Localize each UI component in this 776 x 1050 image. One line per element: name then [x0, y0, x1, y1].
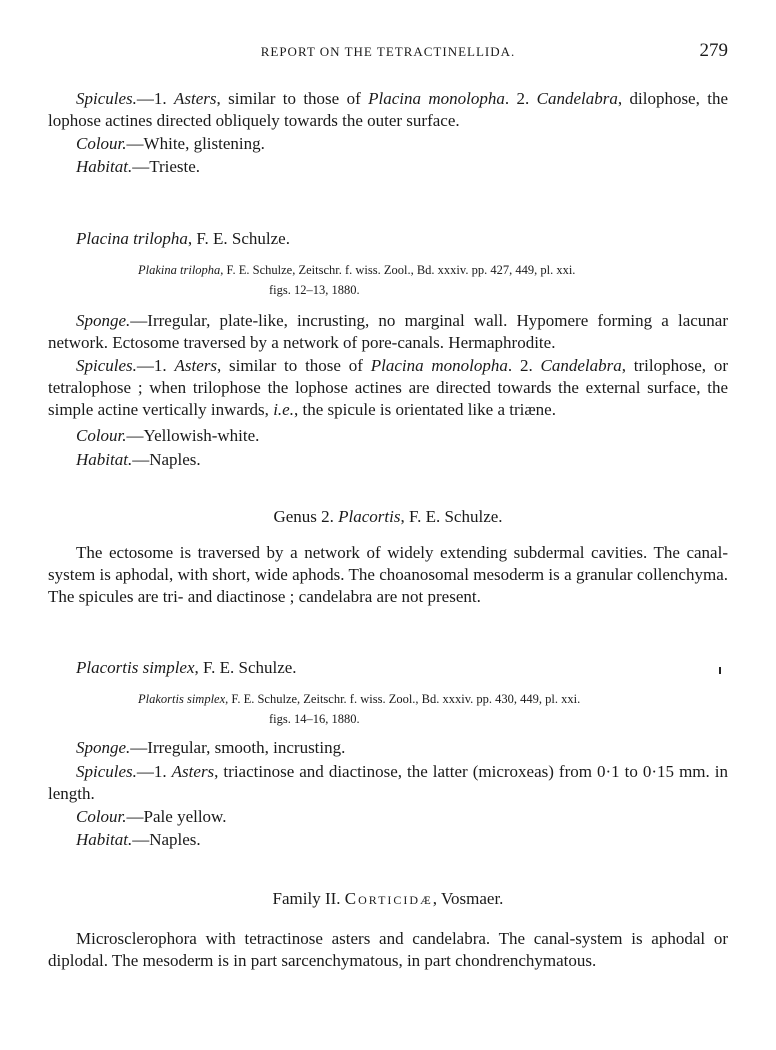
running-title: REPORT ON THE TETRACTINELLIDA.: [260, 44, 516, 59]
family-description: Microsclerophora with tetractinose asters and candelabra. The canal-system is aphodal or diplodal. The mesoderm is in part sarcenchymatous, in part chondrenchymatous.: [48, 929, 728, 970]
genus-prefix: Genus 2.: [273, 507, 339, 526]
term-candelabra: Candelabra: [540, 356, 622, 375]
abbrev-ie: i.e.: [273, 400, 294, 419]
spicules-paragraph-1: [48, 88, 728, 132]
species-heading-simplex: [48, 657, 728, 679]
genus-author: , F. E. Schulze.: [400, 507, 503, 526]
sponge-text: —Irregular, smooth, incrusting.: [130, 738, 346, 757]
stray-mark: [719, 667, 721, 674]
colour-label: Colour.: [76, 134, 127, 153]
text-run: —1.: [136, 356, 175, 375]
sponge-paragraph-trilopha: [48, 310, 728, 354]
reference-species-name: Plakina trilopha: [138, 263, 221, 277]
species-ref: Placina monolopha: [370, 356, 508, 375]
term-candelabra: Candelabra: [536, 89, 618, 108]
text-run: —1.: [136, 762, 172, 781]
species-heading-trilopha: [48, 228, 728, 250]
reference-trilopha: [138, 260, 728, 300]
reference-simplex: [138, 689, 728, 729]
text-run: , similar to those of: [216, 89, 369, 108]
reference-text: , F. E. Schulze, Zeitschr. f. wiss. Zool., Bd. xxxiv. pp. 430, 449, pl. xxi.: [225, 692, 581, 706]
text-run: , the spicule is orientated like a triæne.: [293, 400, 556, 419]
habitat-line-1: [48, 156, 728, 178]
spicules-paragraph-trilopha: [48, 355, 728, 421]
family-name: Corticidæ: [344, 889, 433, 908]
species-author: , F. E. Schulze.: [194, 658, 297, 677]
reference-line: [138, 689, 728, 709]
text-run: , trilophose, or tetralophose ; when trilophose the lophose actines are directed towards the external surface, the simple actine vertically inwards,: [48, 356, 729, 419]
colour-label: Colour.: [76, 807, 127, 826]
habitat-label: Habitat.: [76, 830, 133, 849]
habitat-value: —Naples.: [132, 450, 201, 469]
spicules-label: Spicules.: [76, 89, 137, 108]
colour-value: —Yellowish-white.: [126, 426, 260, 445]
colour-value: —Pale yellow.: [126, 807, 227, 826]
colour-line-simplex: [48, 806, 728, 828]
term-asters: Asters: [174, 89, 217, 108]
habitat-label: Habitat.: [76, 157, 133, 176]
species-name: Placortis simplex: [76, 658, 195, 677]
colour-line-trilopha: [48, 425, 728, 447]
colour-label: Colour.: [76, 426, 127, 445]
spicules-label: Spicules.: [76, 356, 137, 375]
species-author: , F. E. Schulze.: [187, 229, 290, 248]
reference-figs: figs. 12–13, 1880.: [269, 283, 360, 297]
genus-name: Placortis: [338, 507, 401, 526]
reference-line: [138, 260, 728, 280]
species-name: Placina trilopha: [76, 229, 188, 248]
habitat-value: —Naples.: [132, 830, 201, 849]
species-ref: Placina monolopha: [368, 89, 505, 108]
page-number: 279: [699, 40, 728, 61]
habitat-line-trilopha: [48, 449, 728, 471]
habitat-value: —Trieste.: [132, 157, 201, 176]
colour-line-1: [48, 133, 728, 155]
sponge-text: —Irregular, plate-like, incrusting, no marginal wall. Hypomere forming a lacunar network. Ectosome traversed by a network of pore-canals. Hermaphrodite.: [48, 311, 728, 352]
habitat-line-simplex: [48, 829, 728, 851]
text-run: , dilophose, the lophose actines directed obliquely towards the outer surface.: [48, 89, 728, 130]
colour-value: —White, glistening.: [126, 134, 265, 153]
text-run: , similar to those of: [216, 356, 371, 375]
family-heading: [0, 889, 776, 909]
term-asters: Asters: [174, 356, 217, 375]
text-run: , triactinose and diactinose, the latter (microxeas) from 0·1 to 0·15 mm. in length.: [48, 762, 728, 803]
family-author: , Vosmaer.: [432, 889, 504, 908]
text-run: —1.: [136, 89, 175, 108]
reference-text: , F. E. Schulze, Zeitschr. f. wiss. Zool., Bd. xxxiv. pp. 427, 449, pl. xxi.: [220, 263, 576, 277]
habitat-label: Habitat.: [76, 450, 133, 469]
text-run: . 2.: [507, 356, 541, 375]
family-prefix: Family II.: [272, 889, 345, 908]
spicules-label: Spicules.: [76, 762, 137, 781]
sponge-label: Sponge.: [76, 311, 131, 330]
spicules-paragraph-simplex: [48, 761, 728, 805]
reference-figs: figs. 14–16, 1880.: [269, 712, 360, 726]
genus-heading: [0, 507, 776, 527]
sponge-label: Sponge.: [76, 738, 131, 757]
text-run: . 2.: [504, 89, 537, 108]
genus-description: The ectosome is traversed by a network of widely extending subdermal cavities. The canal-system is aphodal, with short, wide aphods. The choanosomal mesoderm is a granular collenchyma. The spicules are tri- and diactinose ; candelabra are not present.: [48, 543, 728, 606]
reference-species-name: Plakortis simplex: [138, 692, 226, 706]
term-asters: Asters: [171, 762, 215, 781]
sponge-paragraph-simplex: [48, 737, 728, 759]
